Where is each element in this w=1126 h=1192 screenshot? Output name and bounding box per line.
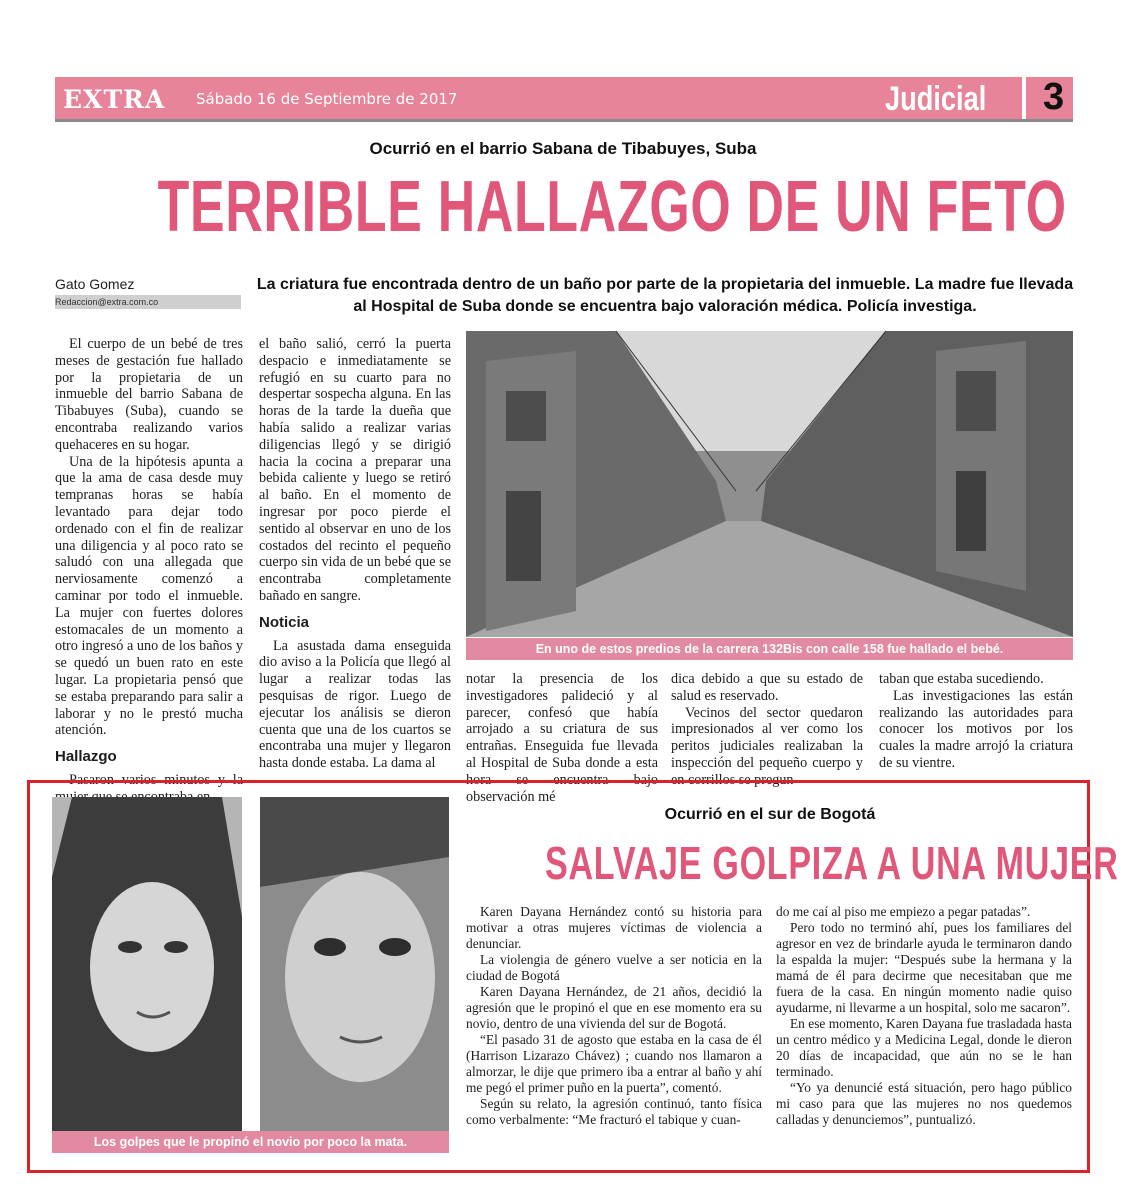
street-photo-illustration [466,331,1073,637]
paragraph: La violengia de género vuelve a ser noticia en la ciudad de Bogotá [466,952,762,983]
paragraph: “El pasado 31 de agosto que estaba en la casa de él (Harrison Lizarazo Chávez) ; cuando nos llamaron a almorzar, le dije que primero iba a entrar al baño y ahí me pegó el primer puño en la puerta”, comentó. [466,1032,762,1095]
paragraph: En ese momento, Karen Dayana fue trasladada hasta un centro médico y a Medicina Legal, donde le dieron 20 días de incapacidad, que aún no se le han terminado. [776,1016,1072,1079]
story2-kicker: Ocurrió en el sur de Bogotá [664,806,876,823]
story1-column-4 [671,671,863,788]
paragraph: notar la presencia de los investigadores palideció y al parecer, confesó que había arrojado a su criatura de sus entrañas. Enseguida fue llevada al Hospital de Suba donde a esta hora se encuentra bajo observación mé [466,671,658,805]
story1-column-3 [466,671,658,805]
victim-photo-left [52,797,242,1132]
paragraph: Según su relato, la agresión continuó, tanto física como verbalmente: “Me fracturó el tabique y cuan- [466,1096,762,1127]
story2-photo-caption: Los golpes que le propinó el novio por poco la mata. [52,1131,449,1153]
paragraph: Las investigaciones las están realizando las autoridades para conocer los motivos por los cuales la madre arrojó la criatura de su vientre. [879,687,1073,771]
story1-kicker: Ocurrió en el barrio Sabana de Tibabuyes, Suba [369,139,757,158]
paragraph: El cuerpo de un bebé de tres meses de gestación fue hallado por la propietaria de un inmueble del barrio Sabana de Tibabuyes (Suba), cuando se encontraba realizando varios quehaceres en su hogar. [55,336,243,453]
story1-photo-caption: En uno de estos predios de la carrera 132Bis con calle 158 fue hallado el bebé. [466,638,1073,660]
paragraph: Una de la hipótesis apunta a que la ama de casa desde muy tempranas horas se había levantado para dejar todo ordenado con el fin de realizar una diligencia y al poco rato se saludó con una allegada que nerviosamente comenzó a caminar por todo el inmueble. La mujer con fuertes dolores estomacales de un momento a otro ingresó a uno de los baños y se quedó un buen rato en este lugar. La propietaria pensó que se estaba preparando para salir a laborar y no le prestó mucha atención. [55,453,243,739]
story2-column-2 [776,904,1072,1154]
page-number-divider [1022,77,1026,119]
story2-column-1 [466,904,762,1154]
paragraph: dica debido a que su estado de salud es reservado. [671,671,863,704]
subheading: Hallazgo [55,748,117,766]
paragraph: La asustada dama enseguida dio aviso a la Policía que llegó al lugar a realizar todas las pesquisas de rigor. Luego de ejecutar los análisis se dieron cuenta que una de los cuartos se encontraba una mujer y llegaron hasta donde estaba. La dama al [259,637,451,772]
paragraph: el baño salió, cerró la puerta despacio e inmediatamente se refugió en su cuarto para no despertar sospecha alguna. En las horas de la tarde la dueña que había salido a realizar varias diligencias llegó y se dirigió hacia la cocina a preparar una bebida caliente y luego se retiró al baño. En el momento de ingresar por poco pierde el sentido al observar en uno de los costados del recinto el pequeño cuerpo sin vida de un bebé que se encontraba completamente bañado en sangre. [259,336,451,604]
paragraph: Karen Dayana Hernández contó su historia para motivar a otras mujeres víctimas de violencia a denunciar. [466,904,762,951]
author-email: Redaccion@extra.com.co [55,295,241,309]
paragraph: do me caí al piso me empiezo a pegar patadas”. [776,904,1031,919]
section-name: Judicial [885,80,987,118]
paragraph: taban que estaba sucediendo. [879,671,1044,687]
issue-date: Sábado 16 de Septiembre de 2017 [196,90,458,108]
victim-photo-right [260,797,449,1132]
street-photo [466,331,1073,637]
story1-column-1 [55,336,243,788]
story1-column-5 [879,671,1073,779]
portrait-illustration-left [52,797,242,1132]
paragraph: Pasaron varios minutos y la [69,771,243,788]
story1-deck: La criatura fue encontrada dentro de un baño por parte de la propietaria del inmueble. La madre fue llevada al Hospital de Suba donde se encuentra bajo valoración médica. Policía investiga. [256,276,1074,315]
newspaper-logo: EXTRA [63,85,166,114]
page-number: 3 [1043,76,1065,118]
story1-column-2 [259,336,451,780]
paragraph: Karen Dayana Hernández, de 21 años, decidió la agresión que le propinó el que en ese momento era su novio, dentro de una vivienda del sur de Bogotá. [466,984,762,1031]
author-byline: Gato Gomez [55,276,135,292]
story1-headline: TERRIBLE HALLAZGO DE UN FETO [157,167,1067,247]
paragraph: “Yo ya denuncié está situación, pero hago público mi caso para que las mujeres no nos quedemos calladas y denunciemos”, puntualizó. [776,1080,1072,1127]
subheading: Noticia [259,613,310,631]
paragraph: Vecinos del sector quedaron impresionados al ver como los peritos judiciales realizaban la inspección del pequeño cuerpo y en corrillos se pregun [671,704,863,788]
portrait-illustration-right [260,797,449,1132]
story2-headline: SALVAJE GOLPIZA A UNA MUJER [545,837,1119,889]
paragraph: Pero todo no terminó ahí, pues los familiares del agresor en vez de brindarle ayuda le terminaron dando la espalda la mujer: “Después sube la hermana y la mamá de él para decirme que necesitaban que me fuera de la casa. En ningún momento nadie quiso ayudarme, ni llevarme a un hospital, solo me sacaron”. [776,920,1072,1015]
